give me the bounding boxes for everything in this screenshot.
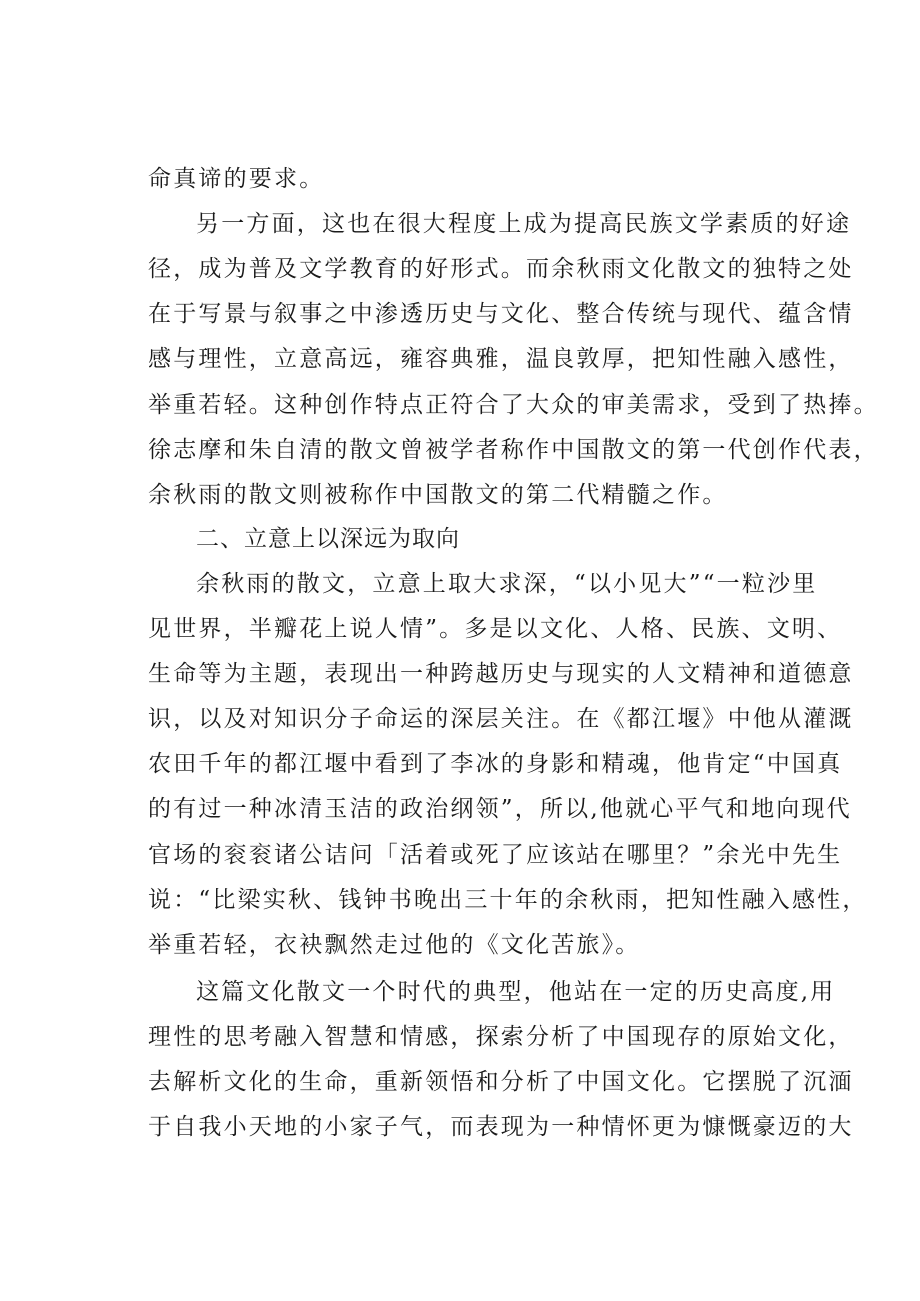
paragraph-2-line: 另一方面，这也在很大程度上成为提高民族文学素质的好途 xyxy=(196,211,852,237)
paragraph-3-line: 见世界，半瓣花上说人情”。多是以文化、人格、民族、文明、 xyxy=(148,616,843,642)
paragraph-2-line: 举重若轻。这种创作特点正符合了大众的审美需求，受到了热捧。 xyxy=(148,392,879,418)
paragraph-2-line: 徐志摩和朱自清的散文曾被学者称作中国散文的第一代创作代表， xyxy=(148,437,879,463)
paragraph-4-line: 这篇文化散文一个时代的典型，他站在一定的历史高度,用 xyxy=(196,979,836,1005)
paragraph-2-line: 径，成为普及文学教育的好形式。而余秋雨文化散文的独特之处 xyxy=(148,256,854,282)
paragraph-2-line: 感与理性，立意高远，雍容典雅，温良敦厚，把知性融入感性， xyxy=(148,346,854,372)
paragraph-3-line: 农田千年的都江堰中看到了李冰的身影和精魂，他肯定“中国真 xyxy=(148,751,843,777)
paragraph-3-line: 举重若轻，衣袂飘然走过他的《文化苦旅》。 xyxy=(148,932,641,958)
paragraph-2-line: 在于写景与叙事之中渗透历史与文化、整合传统与现代、蕴含情 xyxy=(148,301,854,327)
paragraph-2-line: 余秋雨的散文则被称作中国散文的第二代精髓之作。 xyxy=(148,482,728,508)
section-heading: 二、立意上以深远为取向 xyxy=(196,526,460,552)
paragraph-1-line: 命真谛的要求。 xyxy=(148,166,325,192)
paragraph-4-line: 理性的思考融入智慧和情感，探索分析了中国现存的原始文化， xyxy=(148,1024,854,1050)
paragraph-3-line: 识，以及对知识分子命运的深层关注。在《都江堰》中他从灌溉 xyxy=(148,706,854,732)
paragraph-3-line: 余秋雨的散文，立意上取大求深，“以小见大”“一粒沙里 xyxy=(196,571,818,597)
paragraph-3-line: 官场的衮衮诸公诘问「活着或死了应该站在哪里？”余光中先生 xyxy=(148,842,843,868)
paragraph-3-line: 生命等为主题，表现出一种跨越历史与现实的人文精神和道德意 xyxy=(148,661,854,687)
paragraph-3-line: 说：“比梁实秋、钱钟书晚出三十年的余秋雨，把知性融入感性， xyxy=(148,887,868,913)
paragraph-3-line: 的有过一种冰清玉洁的政治纲领”，所以,他就心平气和地向现代 xyxy=(148,796,852,822)
paragraph-4-line: 于自我小天地的小家子气，而表现为一种情怀更为慷慨豪迈的大 xyxy=(148,1114,854,1140)
paragraph-4-line: 去解析文化的生命，重新领悟和分析了中国文化。它摆脱了沉湎 xyxy=(148,1069,854,1095)
